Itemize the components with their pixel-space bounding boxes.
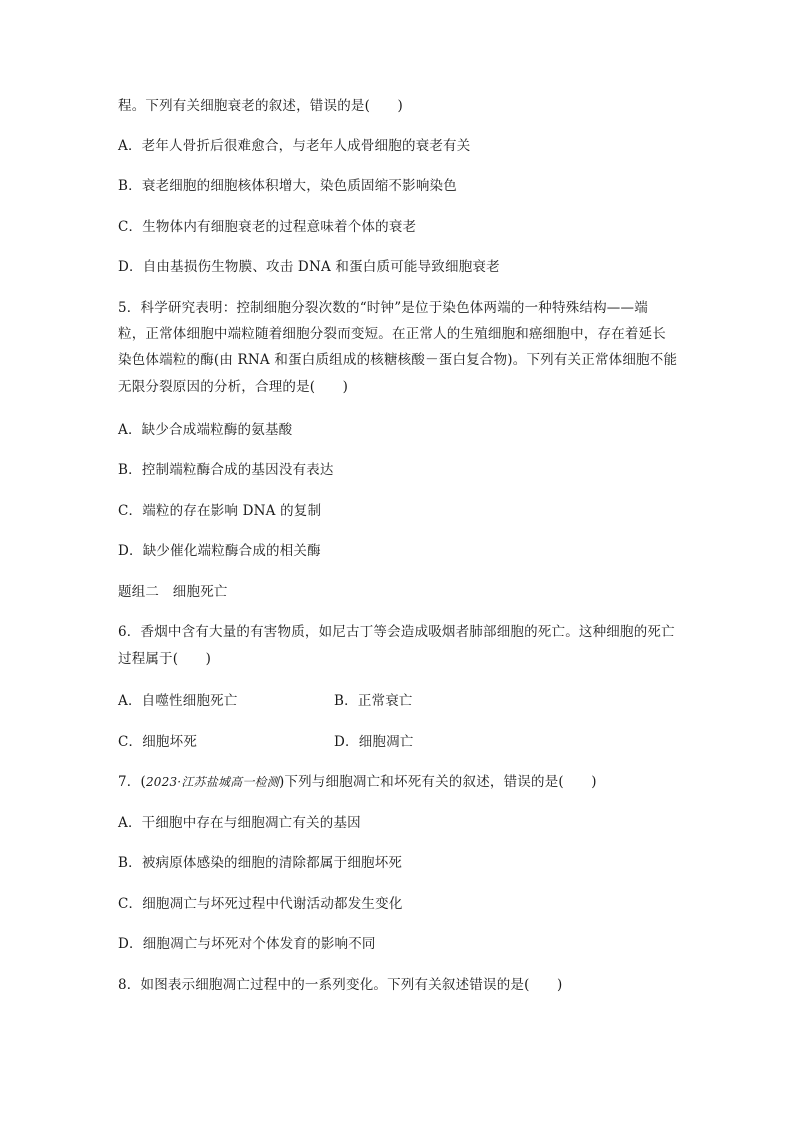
q6-stem-line-2: 过程属于( ) — [118, 651, 212, 667]
q6-option-c: C．细胞坏死 — [118, 734, 198, 750]
q7-option-d: D．细胞凋亡与坏死对个体发育的影响不同 — [118, 936, 376, 952]
q7-stem-text: )下列与细胞凋亡和坏死有关的叙述，错误的是( ) — [278, 774, 597, 790]
q5-stem-line-2: 粒，正常体细胞中端粒随着细胞分裂而变短。在正常人的生殖细胞和癌细胞中，存在着延长 — [118, 326, 666, 342]
q6-option-b: B．正常衰亡 — [334, 693, 413, 709]
q5-option-c: C．端粒的存在影响 DNA 的复制 — [118, 503, 322, 519]
q4-option-a: A．老年人骨折后很难愈合，与老年人成骨细胞的衰老有关 — [118, 138, 471, 154]
q7-source: 2023·江苏盐城高一检测 — [145, 775, 279, 789]
q7-option-c: C．细胞凋亡与坏死过程中代谢活动都发生变化 — [118, 896, 403, 912]
q8-stem: 8．如图表示细胞凋亡过程中的一系列变化。下列有关叙述错误的是( ) — [118, 977, 563, 993]
q6-option-d: D．细胞凋亡 — [334, 734, 414, 750]
q5-option-d: D．缺少催化端粒酶合成的相关酶 — [118, 543, 321, 559]
q4-option-c: C．生物体内有细胞衰老的过程意味着个体的衰老 — [118, 219, 417, 235]
q6-stem-line-1: 6．香烟中含有大量的有害物质，如尼古丁等会造成吸烟者肺部细胞的死亡。这种细胞的死亡 — [118, 624, 675, 640]
q6-option-row-1 — [118, 691, 413, 711]
section-heading-group2: 题组二 细胞死亡 — [118, 584, 228, 600]
q5-stem-line-1: 5．科学研究表明：控制细胞分裂次数的“时钟”是位于染色体两端的一种特殊结构——端 — [118, 300, 648, 316]
q5-option-a: A．缺少合成端粒酶的氨基酸 — [118, 422, 293, 438]
q7-stem — [118, 772, 597, 792]
q4-option-b: B．衰老细胞的细胞核体积增大，染色质固缩不影响染色 — [118, 178, 457, 194]
q6-option-a: A．自噬性细胞死亡 — [118, 693, 238, 709]
q7-option-a: A．干细胞中存在与细胞凋亡有关的基因 — [118, 815, 361, 831]
q5-option-b: B．控制端粒酶合成的基因没有表达 — [118, 462, 334, 478]
q7-prefix: 7．( — [118, 774, 146, 790]
q5-stem-line-4: 无限分裂原因的分析，合理的是( ) — [118, 379, 349, 395]
q4-option-d: D．自由基损伤生物膜、攻击 DNA 和蛋白质可能导致细胞衰老 — [118, 259, 500, 275]
q6-option-row-2 — [118, 732, 414, 752]
q7-option-b: B．被病原体感染的细胞的清除都属于细胞坏死 — [118, 855, 403, 871]
q4-stem-tail: 程。下列有关细胞衰老的叙述，错误的是( ) — [118, 98, 403, 114]
q5-stem-line-3: 染色体端粒的酶(由 RNA 和蛋白质组成的核糖核酸－蛋白复合物)。下列有关正常体细胞不能 — [118, 352, 678, 368]
